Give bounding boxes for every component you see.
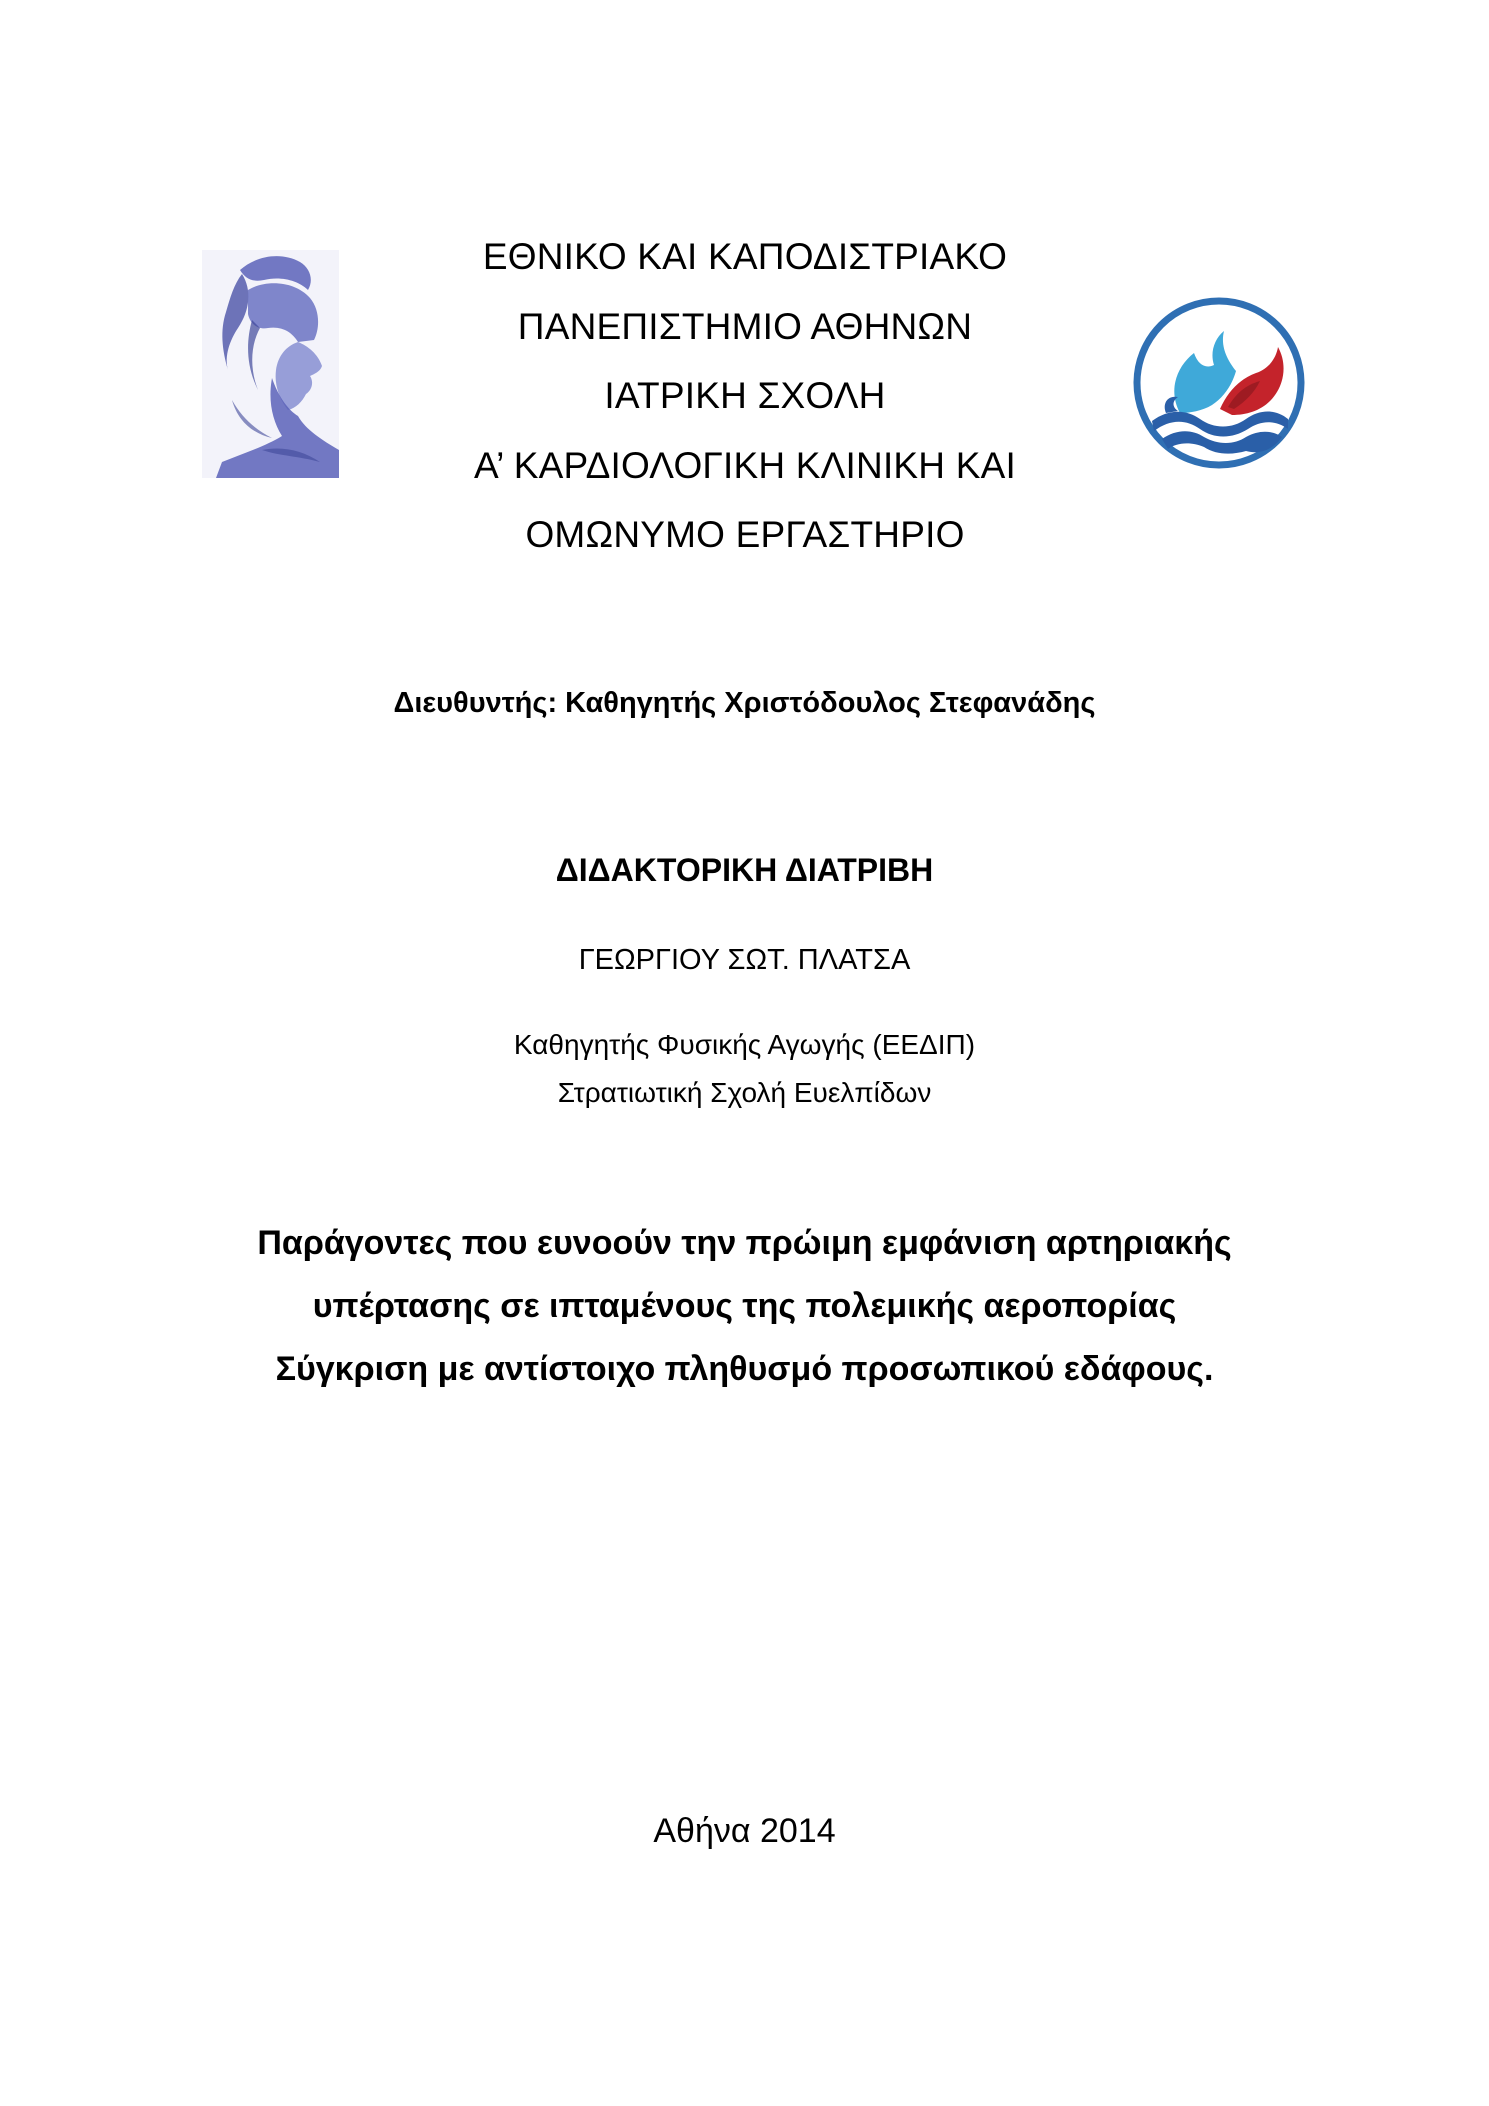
header-line-university-city: ΠΑΝΕΠΙΣΤΗΜΙΟ ΑΘΗΝΩΝ <box>517 305 973 347</box>
institution-header <box>330 222 1160 570</box>
athena-head-logo-icon <box>202 250 339 478</box>
author-affiliation <box>0 1021 1489 1117</box>
header-line-laboratory: ΟΜΩΝΥΜΟ ΕΡΓΑΣΤΗΡΙΟ <box>525 514 965 555</box>
thesis-title <box>0 1212 1489 1401</box>
header-line-clinic: Α’ ΚΑΡΔΙΟΛΟΓΙΚΗ ΚΛΙΝΙΚΗ ΚΑΙ <box>474 444 1016 486</box>
affiliation-line-position: Καθηγητής Φυσικής Αγωγής (ΕΕΔΙΠ) <box>513 1029 976 1060</box>
header-line-school: ΙΑΤΡΙΚΗ ΣΧΟΛΗ <box>604 375 886 416</box>
place-and-year: Αθήνα 2014 <box>653 1812 836 1850</box>
thesis-title-line-1: Παράγοντες που ευνοούν την πρώιμη εμφάνιση αρτηριακής <box>257 1224 1232 1262</box>
header-line-university: ΕΘΝΙΚΟ ΚΑΙ ΚΑΠΟΔΙΣΤΡΙΑΚΟ <box>482 236 1008 277</box>
thesis-title-line-2: υπέρτασης σε ιπταμένους της πολεμικής αεροπορίας <box>312 1287 1177 1325</box>
thesis-title-line-3: Σύγκριση με αντίστοιχο πληθυσμό προσωπικού εδάφους. <box>275 1350 1214 1388</box>
thesis-type-heading: ΔΙΔΑΚΤΟΡΙΚΗ ΔΙΑΤΡΙΒΗ <box>555 852 934 888</box>
author-name: ΓΕΩΡΓΙΟΥ ΣΩΤ. ΠΛΑΤΣΑ <box>578 944 911 976</box>
director-line: Διευθυντής: Καθηγητής Χριστόδουλος Στεφανάδης <box>393 687 1096 719</box>
affiliation-line-institution: Στρατιωτική Σχολή Ευελπίδων <box>557 1077 932 1108</box>
